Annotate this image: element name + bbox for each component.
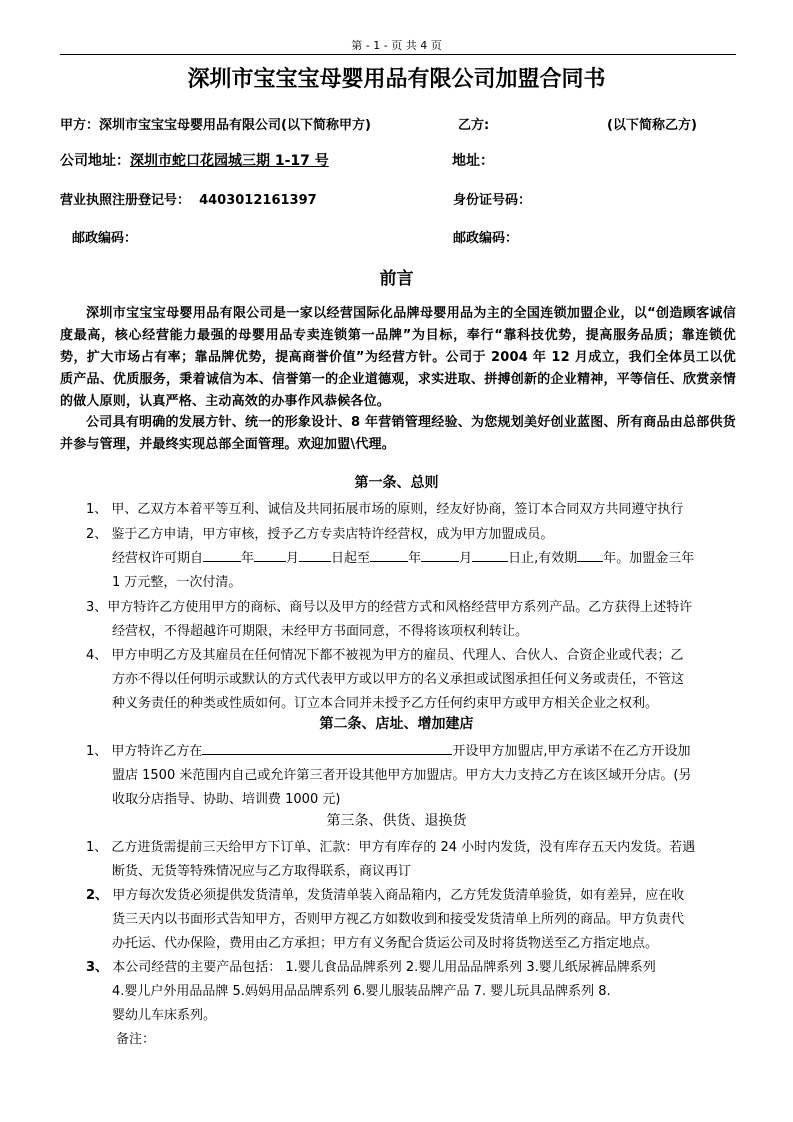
article-1-item-3-line-2: 经营权，不得超越许可期限，未经甲方书面同意，不得将该项权利转让。 [112, 624, 529, 639]
blank-end-year [370, 548, 408, 562]
blank-start-day [299, 548, 331, 562]
party-a: 甲方：深圳市宝宝宝母婴用品有限公司(以下简称甲方) [60, 118, 371, 133]
article-2-heading: 第二条、店址、增加建店 [319, 716, 474, 732]
article-1-term-line [112, 547, 694, 566]
party-b-note: (以下简称乙方) [607, 118, 697, 133]
id-number-label: 身份证号码： [453, 193, 532, 208]
article-3-item-2-text: 甲方每次发货必须提供发货清单，发货清单装入商品箱内，乙方凭发货清单验货，如有差异，应在收 [112, 888, 685, 903]
article-1-item-2-fee: 1 万元整，一次付清。 [112, 575, 242, 590]
address-label: 公司地址： [60, 153, 130, 169]
article-3-item-3-number: 3、 [86, 960, 109, 975]
article-3-item-3-text: 本公司经营的主要产品包括： 1.婴儿食品品牌系列 2.婴儿用品品牌系列 3.婴儿纸尿裤品牌系列 [112, 960, 656, 975]
article-1-item-4-line-1: 4、 甲方申明乙方及其雇员在任何情况下都不被视为甲方的雇员、代理人、合伙人、合资企业或代表；乙 [86, 648, 684, 663]
article-1-item-2: 2、 鉴于乙方申请，甲方审核，授予乙方专卖店特许经营权，成为甲方加盟成员。 [86, 527, 554, 542]
article-3-item-2-number: 2、 [86, 888, 109, 903]
postcode-b-label: 邮政编码： [453, 231, 519, 246]
article-3-item-1-line-2: 断货、无货等特殊情况应与乙方取得联系，商议再订 [112, 864, 412, 879]
article-3-item-2-line-2: 货三天内以书面形式告知甲方，否则甲方视乙方如数收到和接受发货清单上所列的商品。甲方负责代 [112, 912, 685, 927]
article-3-item-2-line-1 [86, 884, 684, 903]
blank-start-year [203, 548, 241, 562]
article-3-item-3-line-1 [86, 956, 656, 975]
header-rule [60, 54, 736, 55]
article-3-heading: 第三条、供货、退换货 [326, 813, 467, 829]
article-1-item-1: 1、 甲、乙双方本着平等互利、诚信及共同拓展市场的原则，经友好协商，签订本合同双方共同遵守执行 [86, 502, 684, 517]
term-to-label: 日起至 [331, 551, 371, 566]
document-title: 深圳市宝宝宝母婴用品有限公司加盟合同书 [187, 67, 606, 92]
preface-paragraph-1: 深圳市宝宝宝母婴用品有限公司是一家以经营国际化品牌母婴用品为主的全国连锁加盟企业，以“创造顾客诚信度最高，核心经营能力最强的母婴用品专卖连锁第一品牌”为目标，奉行“靠科技优势，提高服务品质；靠连锁优势，扩大市场占有率；靠品牌优势，提高商誉价值”为经营方针。公司于 2004 年 12 月成立，我们全体员工以优质产品、优质服务，秉着诚信为本、信誉第一的企业道德观，求实进取、拼搏创新的企业精神，平等信任、欣赏亲情的做人原则，认真严格、主动高效的办事作风恭候各位。 [60, 306, 736, 409]
postcode-a-label: 邮政编码： [72, 231, 138, 246]
article-3-item-2-line-3: 办托运、代办保险，费用由乙方承担；甲方有义务配合货运公司及时将货物送至乙方指定地点。 [112, 936, 659, 951]
term-from-label: 经营权许可期自 [112, 551, 204, 566]
article-2-item-1-suffix: 开设甲方加盟店,甲方承诺不在乙方开设加 [452, 744, 691, 759]
term-end-month-label: 月 [459, 551, 473, 566]
article-2-item-1-prefix: 1、 甲方特许乙方在 [86, 744, 203, 759]
blank-start-month [254, 548, 286, 562]
article-3-item-1-line-1: 1、 乙方进货需提前三天给甲方下订单、汇款：甲方有库存的 24 小时内发货，没有库存五天内发货。若遇 [86, 840, 696, 855]
party-b-label: 乙方: [458, 118, 490, 133]
address-value: 深圳市蛇口花园城三期 1-17 号 [130, 153, 329, 169]
remarks-label: 备注： [116, 1032, 156, 1047]
license-line [60, 189, 317, 208]
blank-end-month [421, 548, 459, 562]
term-month-label: 月 [286, 551, 300, 566]
term-fee-label: 年。加盟金三年 [603, 551, 695, 566]
article-2-item-1-line-3: 收取分店指导、协助、培训费 1000 元) [112, 792, 341, 807]
term-validity-label: 日止,有效期 [508, 551, 578, 566]
article-1-item-4-line-3: 种义务责任的种类或性质如何。订立本合同并未授予乙方任何约束甲方或甲方相关企业之权利。 [112, 696, 659, 711]
article-1-item-3-line-1: 3、甲方特许乙方使用甲方的商标、商号以及甲方的经营方式和风格经营甲方系列产品。乙方获得上述特许 [86, 600, 693, 615]
article-3-item-3-line-2: 4.婴儿户外用品品牌 5.妈妈用品品牌系列 6.婴儿服装品牌产品 7. 婴儿玩具品牌系列 8. [112, 984, 611, 999]
license-value: 4403012161397 [199, 193, 317, 208]
term-year-label: 年 [241, 551, 255, 566]
article-2-item-1-line-2: 盟店 1500 米范围内自己或允许第三者开设其他甲方加盟店。甲方大力支持乙方在该区域开分店。(另 [112, 768, 692, 783]
article-3-item-3-line-3: 婴幼儿车床系列。 [112, 1008, 217, 1023]
article-1-item-4-line-2: 方亦不得以任何明示或默认的方式代表甲方或以甲方的名义承担或试图承担任何义务或责任，不管这 [112, 672, 685, 687]
term-end-year-label: 年 [408, 551, 422, 566]
preface-paragraph-2: 公司具有明确的发展方针、统一的形象设计、8 年营销管理经验、为您规划美好创业蓝图、所有商品由总部供货并参与管理，并最终实现总部全面管理。欢迎加盟\代理。 [60, 415, 736, 452]
article-1-heading: 第一条、总则 [354, 475, 439, 491]
article-2-item-1-line-1 [86, 740, 691, 759]
preface-heading: 前言 [379, 269, 414, 289]
page-header: 第 - 1 - 页 共 4 页 [351, 39, 442, 52]
blank-validity-years [577, 548, 603, 562]
party-b-address-label: 地址： [452, 153, 494, 169]
license-label: 营业执照注册登记号： [60, 193, 191, 208]
blank-end-day [472, 548, 508, 562]
address-line [60, 150, 329, 170]
blank-store-location [202, 741, 452, 755]
